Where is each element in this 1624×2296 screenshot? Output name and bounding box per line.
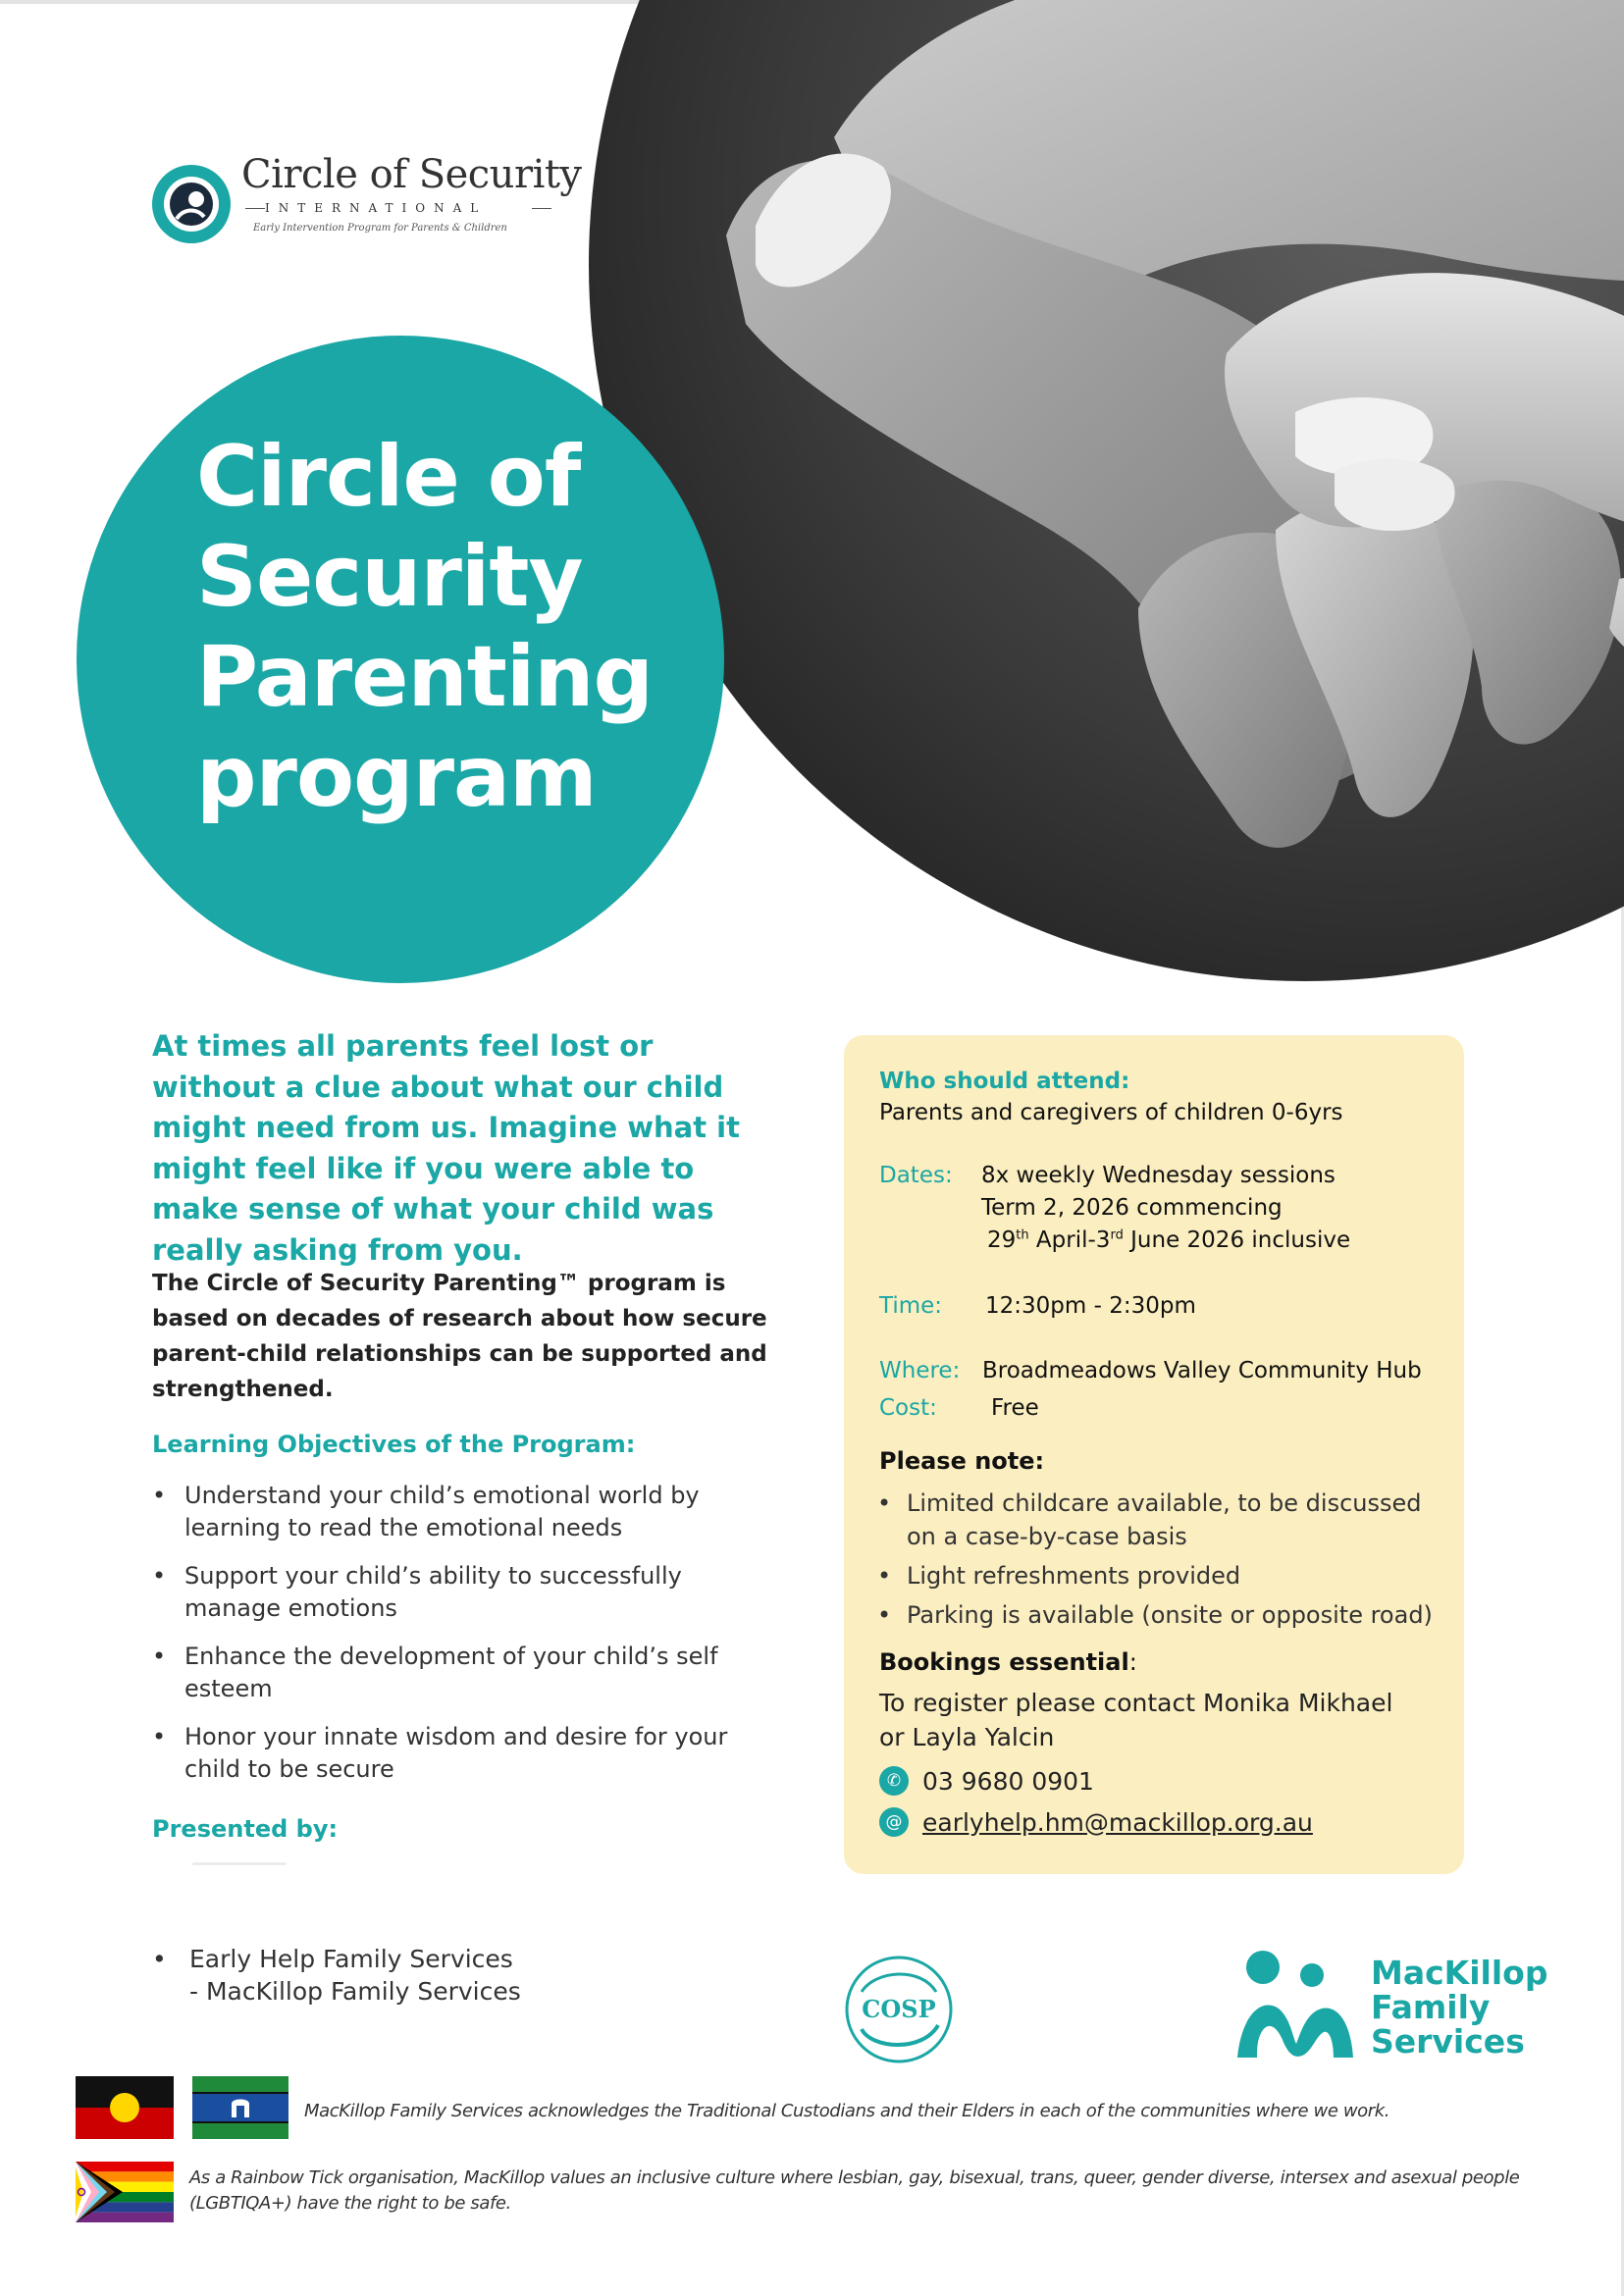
logo-rule-left [245,208,265,209]
torres-strait-flag-icon [192,2076,288,2139]
page-title [196,427,653,827]
program-description: The Circle of Security Parenting™ program is based on decades of research about how secure parent-child relationships can be supported and strengthened. [152,1271,767,1402]
dates-sup-1: th [1016,1227,1029,1243]
mackillop-logo-icon [1231,1948,1359,2065]
time-value: 12:30pm - 2:30pm [985,1293,1196,1319]
cost-label: Cost: [879,1395,937,1421]
hands-photo [589,0,1624,981]
bookings-colon: : [1128,1648,1137,1676]
title-line-2: Security [196,528,583,626]
progress-pride-flag-icon [76,2162,174,2222]
mackillop-line-2: Family [1371,1988,1491,2026]
presenter-list [152,1943,521,2008]
list-item: • Support your child’s ability to successfully manage emotions [152,1560,780,1625]
logo-subtitle: INTERNATIONAL [265,201,488,215]
dates-mid: April-3 [1028,1227,1111,1253]
acknowledgement-text: MacKillop Family Services acknowledges the Traditional Custodians and their Elders in each of the communities where we work. [304,2101,1390,2121]
email-icon: @ [879,1807,909,1837]
intro-text: At times all parents feel lost or without a clue about what our child might need from us. Imagine what it might feel like if you were able to make sense of what your child was really asking from you. [152,1029,740,1267]
dates-line-3 [987,1227,1350,1253]
info-box [844,1035,1464,1874]
circle-of-security-logo-icon [147,160,236,248]
who-value: Parents and caregivers of children 0-6yrs [879,1100,1343,1125]
mackillop-line-1: MacKillop [1371,1954,1548,1992]
where-label: Where: [879,1358,961,1383]
list-item: • Honor your innate wisdom and desire for your child to be secure [152,1721,780,1786]
dates-end: June 2026 inclusive [1123,1227,1351,1253]
register-line-2: or Layla Yalcin [879,1723,1055,1751]
mackillop-logo-text [1371,1956,1547,2059]
objectives-list [152,1480,780,1801]
aboriginal-flag-icon [76,2076,174,2139]
where-value: Broadmeadows Valley Community Hub [982,1358,1422,1383]
cosp-logo [842,1953,956,2066]
logo-title: Circle of Security [241,152,582,197]
presenter-line-1: • Early Help Family Services [189,1945,513,1973]
dates-sup-2: rd [1110,1227,1124,1243]
title-line-3: Parenting [196,628,654,726]
email-link[interactable]: earlyhelp.hm@mackillop.org.au [922,1807,1313,1837]
cosp-logo-text: COSP [862,1995,936,2023]
title-line-1: Circle of [196,428,581,526]
phone-icon: ✆ [879,1766,909,1796]
dates-line-2: Term 2, 2026 commencing [981,1195,1283,1221]
cost-value: Free [991,1395,1039,1421]
register-line-1: To register please contact Monika Mikhael [879,1689,1393,1717]
list-item: • Understand your child’s emotional world by learning to read the emotional needs [152,1480,780,1544]
title-line-4: program [196,728,597,826]
notes-list [877,1487,1456,1638]
dates-line-1: 8x weekly Wednesday sessions [981,1163,1336,1188]
logo-tagline: Early Intervention Program for Parents & Children [253,223,507,234]
list-item: • Limited childcare available, to be discussed on a case-by-case basis [877,1487,1456,1553]
please-note-heading: Please note: [879,1447,1045,1475]
logo-rule-right [532,208,551,209]
list-item: • Light refreshments provided [877,1559,1456,1592]
phone-number[interactable]: 03 9680 0901 [922,1766,1094,1796]
mackillop-logo [1231,1948,1555,2065]
bookings-heading [879,1648,1137,1676]
list-item: • Enhance the development of your child’s self esteem [152,1641,780,1705]
mackillop-line-3: Services [1371,2022,1525,2061]
circle-of-security-logo [147,152,582,245]
presented-by-heading: Presented by: [152,1815,339,1843]
time-label: Time: [879,1293,943,1319]
list-item: • Parking is available (onsite or opposite road) [877,1598,1456,1632]
dates-day-1: 29 [987,1227,1017,1253]
faint-mark [192,1862,287,1865]
email-row[interactable] [879,1807,1313,1837]
presenter-item [152,1943,521,2008]
bookings-heading-text: Bookings essential [879,1648,1129,1676]
presenter-line-2: - MacKillop Family Services [189,1977,521,2006]
objectives-heading: Learning Objectives of the Program: [152,1431,636,1458]
phone-row[interactable] [879,1766,1094,1796]
hands-photo-illustration [589,0,1624,981]
rainbow-statement: As a Rainbow Tick organisation, MacKillop values an inclusive culture where lesbian, gay, bisexual, trans, queer, gender diverse, intersex and asexual people (LGBTIQA+) have the right to be safe. [189,2167,1520,2214]
dates-label: Dates: [879,1163,953,1188]
who-label: Who should attend: [879,1069,1130,1094]
